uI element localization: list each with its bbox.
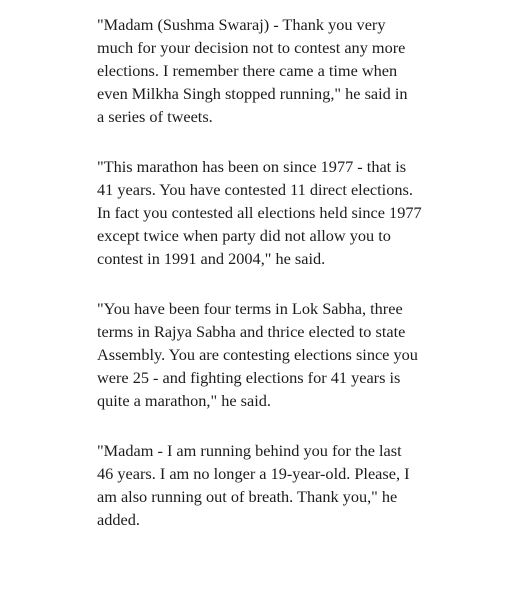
paragraph-line: even Milkha Singh stopped running," he said in	[97, 84, 408, 103]
paragraph-line: am also running out of breath. Thank you," he	[97, 487, 398, 506]
paragraph-line: "Madam - I am running behind you for the last	[97, 441, 402, 460]
paragraph-line: elections. I remember there came a time when	[97, 61, 398, 80]
paragraph-line: 41 years. You have contested 11 direct elections.	[97, 180, 413, 199]
paragraph-line: a series of tweets.	[97, 107, 213, 126]
paragraph-line: terms in Rajya Sabha and thrice elected to state	[97, 322, 406, 341]
paragraph-line: "This marathon has been on since 1977 - that is	[97, 157, 407, 176]
paragraph-line: were 25 - and fighting elections for 41 years is	[97, 368, 401, 387]
paragraph-line: much for your decision not to contest any more	[97, 38, 406, 57]
paragraph-line: 46 years. I am no longer a 19-year-old. Please, I	[97, 464, 410, 483]
paragraph-1	[97, 13, 508, 128]
paragraph-line: quite a marathon," he said.	[97, 391, 271, 410]
paragraph-4	[97, 439, 508, 531]
paragraph-line: added.	[97, 510, 140, 529]
paragraph-line: In fact you contested all elections held since 1977	[97, 203, 422, 222]
paragraph-3	[97, 297, 508, 412]
paragraph-line: "You have been four terms in Lok Sabha, three	[97, 299, 403, 318]
paragraph-2	[97, 155, 508, 270]
paragraph-line: Assembly. You are contesting elections since you	[97, 345, 418, 364]
paragraph-line: except twice when party did not allow you to	[97, 226, 391, 245]
paragraph-line: "Madam (Sushma Swaraj) - Thank you very	[97, 15, 386, 34]
paragraph-line: contest in 1991 and 2004," he said.	[97, 249, 326, 268]
